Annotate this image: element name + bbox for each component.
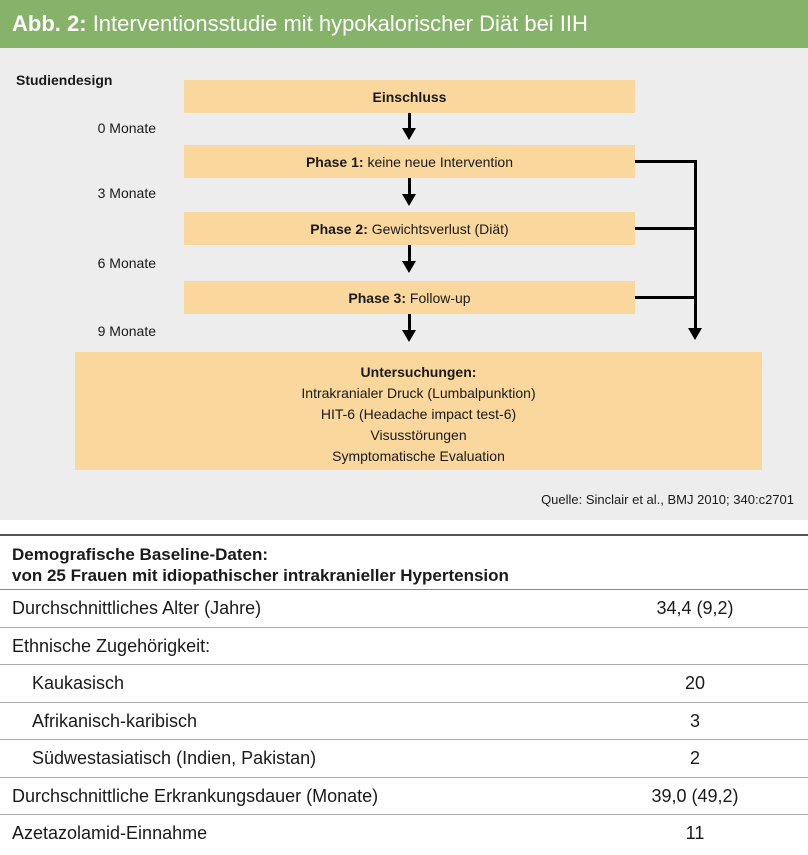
row-label: Südwestasiatisch (Indien, Pakistan) [32,748,317,768]
row-label: Azetazolamid-Einnahme [12,823,208,843]
source-citation: Quelle: Sinclair et al., BMJ 2010; 340:c2701 [541,492,794,507]
month-label-6: 6 Monate [97,255,156,271]
row-label: Durchschnittliche Erkrankungsdauer (Monate) [12,785,379,806]
table-row [0,665,808,703]
phase-1-box [184,145,635,178]
phase-1-text: keine neue Intervention [363,153,514,170]
arrow-head-4 [402,330,416,342]
inclusion-label: Einschluss [372,88,447,105]
row-value: 39,0 (49,2) [651,785,739,806]
examinations-title: Untersuchungen: [360,364,477,380]
table-title [0,534,808,590]
row-label: Durchschnittliches Alter (Jahre) [12,598,262,618]
phase-3-label: Phase 3: [348,289,406,306]
table-row [0,740,808,778]
table-row [0,628,808,666]
table-title-line-2: von 25 Frauen mit idiopathischer intrakranieller Hypertension [12,566,509,585]
row-value: 11 [685,823,705,843]
phase-2-box [184,212,635,245]
row-value: 3 [689,710,700,731]
inclusion-box [184,80,635,113]
table-row [0,590,808,628]
arrow-head-3 [402,261,416,273]
figure-title: Interventionsstudie mit hypokalorischer Diät bei IIH [92,11,588,36]
phase-2-text: Gewichtsverlust (Diät) [367,220,509,237]
table-title-line-1: Demografische Baseline-Daten: [12,545,269,564]
study-design-diagram [0,48,808,520]
row-label: Kaukasisch [32,673,125,693]
connector-phase-3 [635,296,696,299]
phase-3-box [184,281,635,314]
phase-1-label: Phase 1: [305,153,364,170]
study-design-label: Studiendesign [16,72,113,88]
arrow-head-2 [402,194,416,206]
connector-arrow-head [688,328,702,340]
examination-item: Symptomatische Evaluation [332,448,505,464]
phase-3-text: Follow-up [406,289,471,306]
month-label-9: 9 Monate [97,323,156,339]
row-label: Ethnische Zugehörigkeit: [12,635,211,656]
row-value: 34,4 (9,2) [656,598,734,618]
examination-item: Visusstörungen [370,427,467,443]
table-row [0,815,808,853]
baseline-data-table [0,534,808,853]
table-row [0,778,808,816]
examinations-box [75,352,762,470]
figure-header [0,0,808,48]
figure-number: Abb. 2: [12,11,87,36]
arrow-head-1 [402,128,416,140]
connector-phase-1 [635,160,696,163]
table-row [0,703,808,741]
row-value: 20 [684,673,706,693]
connector-phase-2 [635,227,696,230]
phase-2-label: Phase 2: [310,220,368,237]
examination-item: HIT-6 (Headache impact test-6) [320,406,517,422]
row-value: 2 [689,748,700,768]
connector-vertical [694,160,697,330]
month-label-0: 0 Monate [97,120,156,136]
examination-item: Intrakranialer Druck (Lumbalpunktion) [301,385,536,401]
month-label-3: 3 Monate [97,185,156,201]
row-label: Afrikanisch-karibisch [32,710,198,731]
